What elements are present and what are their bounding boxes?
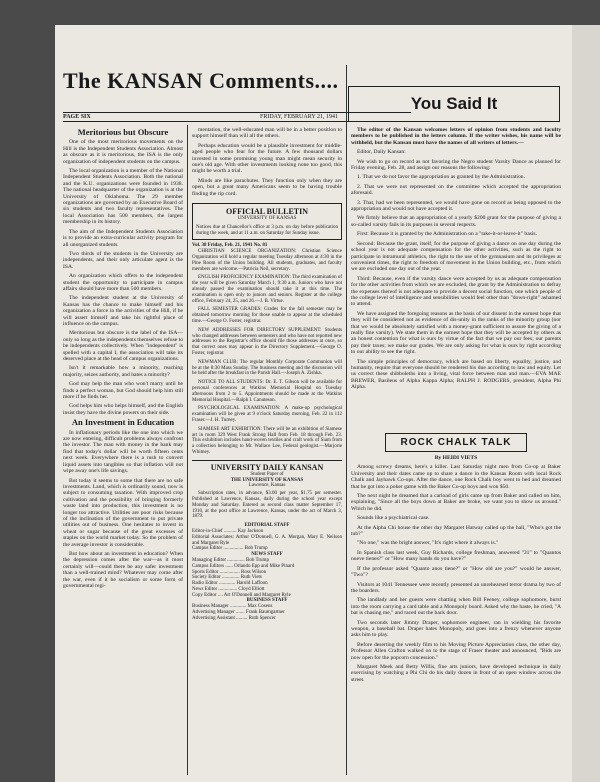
column-paragraph: "No one," was the bright answer, "It's right where it always is." [357, 540, 499, 547]
issue-date: FRIDAY, FEBRUARY 21, 1941 [260, 114, 338, 120]
udk-sub: Student Paper of [250, 471, 284, 477]
paragraph: Two thirds of the students in the University are independents, and their only articulate agent is the ISA. [63, 250, 183, 270]
letters-intro: The editor of the Kansan welcomes letters of opinion from students and faculty members to be published in the letters column. If the writer wishes, his name will be withheld, but the Kansan must have the names of all writers of letters.— [351, 127, 561, 146]
adjacent-page-edge [572, 25, 600, 782]
paragraph: An organization which offers to the independent student the opportunity to participate in campus affairs should have more than 500 members. [63, 273, 183, 292]
paragraph: Meritorious but obscure is the label of the ISA—only so long as the independents themselves refuse to be independents collectively. When "independent" is spelled with a capital I, the association will take its deserved place at the head of campus organizations. [63, 330, 183, 362]
paragraph: One of the most meritorious movements on the Hill is the Independent Students Association. Almost as obscure as it is meritorious, the ISA is the only organization of independent students on the campus. [63, 139, 183, 165]
paragraph: But how about an investment in education? When the depression comes after the war—as it most certainly will—could there be any safer investment than a well-trained mind? Whatever may come after the war, even if it be socialism or some form of governmental regi- [63, 550, 183, 589]
bulletin-volume: Vol. 38 Friday, Feb. 21, 1941 No. 81 [192, 243, 268, 249]
paragraph: In inflationary periods like the one into which we are now entering, difficult problems always confront the investor. The man with money in the bank may find that today's dollar will be worth fifteen cents next week. Everywhere there is a rush to convert liquid assets into tangibles so that inflation will not wipe away one's life savings. [63, 429, 183, 475]
letter-paragraph: 1. That we do not favor the appropriation as granted by the Administration. [357, 174, 525, 181]
letter-paragraph: Second: Because the grant, itself, for the purpose of giving a dance on one day during the school year is not adequate compensation for the other activities, such as the right to participate in intramural athletics, the right to the use of the gymnasium and its privileges at convenient times, the right to freedom of movement in the Union building, etc., from which we are excluded one day out of the year. [351, 240, 561, 273]
udk-subscription: Subscription rates, in advance, $3.00 per year, $1.75 per semester. Published at Lawrence, Kansas, daily during the school year except Monday and Saturday. Entered as second class matter September 17, 1910, at the post office at Lawrence, Kansas, under the act of March 3, 1879. [192, 491, 342, 520]
staff-list: Business Manager ............. Max Cosens Advertising Manager ....... Frank Baumgartner Advertising Assistant ......... Ruth Spencer [192, 604, 285, 621]
column-paragraph: Among screwy dreams, here's a killer. Last Saturday night men from Co-op at Baker University and their dates came up to share a dance in the Kansas Room with local Rock Chalk and Jayhawk Co-ops. After the dance, one Rock Chalk boy went to bed and dreamed that he got into a poker game with the Baker Co-op boys and won $50. [351, 464, 561, 490]
bulletin-title: OFFICIAL BULLETIN [225, 207, 309, 217]
letter-paragraph: We have assigned the foregoing reasons as the basis of our dissent in the earnest hope that they will be considered not as evidence of dis-unity in the ranks of the minority group (nor that we would be absolutely satisfied with a money-grant sufficient to assure the giving of a really fine varsity). We state them in the earnest hope that they will be accepted by others as an honest contention for what is ours by virtue of the fact that we pay our fees; our parents pay their taxes; we make our grades. We are only asking for what is ours by right according to our ability to see the right. [351, 310, 561, 356]
byline: By HEIDI VIETS [434, 455, 478, 461]
bulletin-note: Notices due at Chancellor's office at 3 p.m. on day before publication during the week, and at 11 a.m. on Saturday for Sunday issue. [196, 224, 338, 236]
letters-column [351, 127, 561, 429]
column-paragraph: If the professor asked "Quanto anos tiene?" or "How old are you?" would he answer, "Two"? [351, 565, 561, 579]
letter-paragraph: The simple principles of democracy, which are based on liberty, equality, justice, and humanity, require that everyone should be rendered his due according to law and equity. Let us correct these shibboleths into a living, vital force between man and man.—EVA MAE BREWER, Basileus of Alpha Kappa Alpha; RALPH J. RODGERS, president, Alpha Phi Alpha. [351, 358, 561, 391]
rock-chalk-talk-banner: ROCK CHALK TALK [385, 433, 527, 452]
paragraph: But today it seems to some that there are no safe investments. Land, which is ordinarily sound, now is subject to consuming taxation. With improved crop cultivation and the possibility of bringing formerly waste land into production, this investment is no longer too attractive. Utilities are poor risks because of the inclination of the government to put private utilities out of business. One hesitates to invest in wheat or sugar because of the great excesses of staples on the world market today. So the problem of the average investor is considerable. [63, 477, 183, 548]
newspaper-page [55, 25, 572, 782]
second-column [192, 127, 342, 777]
udk-sub: THE UNIVERSITY OF KANSAS [230, 477, 304, 483]
paragraph: The independent student at the University of Kansas has the chance to make himself and his organization a force in the activities of the Hill, if he will assert himself and take his rightful place of influence on the campus. [63, 295, 183, 327]
you-said-it-banner: You Said It [348, 86, 560, 122]
editorial-heading: Meritorious but Obscure [77, 127, 169, 137]
udk-masthead [192, 460, 342, 622]
letter-paragraph: 2. That we were not represented on the committee which accepted the appropriation aforesaid. [351, 183, 561, 197]
udk-sub: Lawrence, Kansas [248, 483, 286, 489]
bulletin-item: PSYCHOLOGICAL EXAMINATION: A make-up psychological examination will be given at 9 o'clock Saturday morning, Feb. 22 in 112 Fraser.—J. H. Turney. [192, 406, 342, 423]
letter-paragraph: First: Because it is granted by the Administration on a "take-it-or-leave-it" basis. [357, 231, 537, 238]
column-paragraph: Margaret Meek and Betty Willis, fine arts juniors, have developed technique in daily exercising by watching a Phi Chi do his daily dozen in front of an open window across the street. [351, 663, 561, 683]
column-paragraph: At the Alpha Chi house the other day Margaret Hatway called up the hall, "Who's got the tub?" [351, 524, 561, 538]
paragraph: God may help the man who won't marry until he finds a perfect woman, but God should help him still more if he finds her. [63, 381, 183, 401]
bulletin-item: NEWMAN CLUB: The regular Monthly Corporate Communion will be at the 8:30 Mass Sunday. The business meeting and the discussion will be held after the breakfast in the Parish Hall.—Joseph A. Zishka. [192, 359, 342, 377]
paragraph: Minds are like parachutes. They function only when they are open, but a great many Americans seem to be having trouble finding the rip cord. [192, 177, 342, 197]
column-paragraph: In Spanish class last week, Guy Richards, college freshman, answered "31" to "Quantos nueve tienes?" or "How many hands do you have?" [351, 549, 561, 563]
bulletin-subtitle: UNIVERSITY OF KANSAS [237, 216, 297, 222]
paragraph: The aim of the Independent Students Association is to provide an extra-curricular activity program for all unorganized students. [63, 228, 183, 248]
staff-heading: BUSINESS STAFF [246, 598, 288, 604]
bulletin-item: SIAMESE ART EXHIBITION: There will be an exhibition of Siamese art in room 329 West Frank Strong Hall from Feb. 18 through Feb. 23. This exhibition includes hand-woven textiles and craft work of Siam from a collection belonging to Mr. Wallace Lee, Federal geologist.—Marjorie Whitney. [192, 426, 342, 455]
column-paragraph: Before deserting the weekly film to his Moving Picture Appreciation class, the other day, Professor Allen Crafton walked on to the stage of Fraser theater and announced, "Bids are now open for the popcorn concession." [351, 641, 561, 661]
column-paragraph: The next night he dreamed that a carload of girls came up from Baker and called on him, explaining, "Since all the boys down at Baker are broke, we want you to show us around." Which he did. [351, 493, 561, 512]
bulletin-item: NEW ADDRESSES FOR DIRECTORY SUPPLEMENT: Students who changed addresses between semesters and who have not reported new addresses to the Registrar's office should file those addresses at once, so that correct ones may appear in the Directory Supplement.—George O. Foster, registrar. [192, 327, 342, 356]
letter-paragraph: We firmly believe that an appropriation of a yearly $200 grant for the purpose of giving a so-called varsity fails in its purposes in several respects. [351, 215, 561, 228]
column-paragraph: Visitors at 1041 Tennessee were recently presented an unrehearsed terror drama by two of the boarders. [351, 581, 561, 594]
paragraph: mentation, the well-educated man will be in a better position to support himself than will all the others. [192, 127, 342, 140]
editorial-column [63, 127, 183, 777]
rock-chalk-column [351, 455, 561, 777]
staff-heading: NEWS STAFF [251, 552, 283, 558]
letter-paragraph: 3. That, had we been represented, we would have gone on record as being opposed to the appropriation and would not have accepted it. [351, 199, 561, 213]
column-rule [346, 65, 347, 775]
official-bulletin-box [192, 203, 342, 240]
column-paragraph: Two seconds later Jimmy Draper, sophomore engineer, ran in wielding his favorite weapon, a baseball bat. Draper hates Monopoly, and goes into a frenzy whenever anyone asks him to play. [351, 619, 561, 639]
staff-heading: EDITORIAL STAFF [244, 523, 290, 529]
bulletin-item: FALL SEMESTER GRADES: Grades for the fall semester may be obtained tomorrow morning for those unable to appear at the scheduled time.—George O. Foster, registrar. [192, 307, 342, 325]
masthead-title: The KANSAN Comments.... [63, 68, 339, 93]
page-number: PAGE SIX [63, 114, 91, 120]
paragraph: Perhaps education would be a plausible investment for middle-aged people who fear for the future. A few thousand dollars invested in some promising young man might mean security in one's old age. With other investments looking none too good, this might be worth a trial. [192, 142, 342, 175]
staff-list: Managing Editor .............. Bob Trump Campus Editors ...... Orlando Epp and Mike Pinard Sports Editor ................ Ross Wilson Society Editor .............. Ruth Viets Radio Editor ............. Harold Laffoon News Editor ............... Cloyd Elliott Copy Editor .... Art O'Donnell and Margaret Ryle [192, 557, 295, 598]
paragraph: Isn't it remarkable how a minority, reaching majority, seizes authority, and hates a minority? [63, 365, 183, 378]
column-rule [187, 125, 188, 775]
column-paragraph: The landlady and her guests were chatting when Bill Feeney, college sophomore, burst into the room carrying a card table and a Monopoly board. Asked why the haste, he cried, "A bat is chasing me," and raced out the back door. [351, 597, 561, 617]
letter-paragraph: Third: Because, even if the varsity dance were accepted by us as adequate compensation for the other activities from which we are excluded, the grant by the Administration to defray the expenses thereof is not adequate to provide a decent social function, one which people of the college level of intelligence and sensibilities would feel other than "down-right" ashamed to attend. [351, 275, 561, 308]
paragraph: The local organization is a member of the National Independent Students Association. Both the national and the K.U. organizations were founded in 1938. The national headquarter of the organization is at the University of Oklahoma. The 29 member organizations are governed by an Executive Board of six students and two faculty representatives. The local Association has 500 members, the largest membership in its history. [63, 168, 183, 226]
udk-title: UNIVERSITY DAILY KANSAN [210, 462, 324, 472]
paragraph: God helps him who helps himself, and the English insist they have the divine powers on their side. [63, 403, 183, 416]
editorial-heading: An Investment in Education [71, 417, 175, 428]
bulletin-item: NOTICE TO ALL STUDENTS: Dr. E. T. Gibson will be available for personal conferences at Watkins Memorial Hospital on Tuesday afternoons from 2 to 5. Appointments should be made at the Watkins Memorial Hospital.—Ralph I. Canuteson. [192, 380, 342, 403]
bulletin-item: ENGLISH PROFICIENCY EXAMINATION: The third examination of the year will be given Saturday March 1, 9:30 a.m. Juniors who have not already passed the examination should take it at this time. The examination is open only to juniors and seniors. Register at the college office, February 24, 25, and 26.—J. B. Virtue. [192, 275, 342, 304]
staff-list: Editor-in-Chief .......... Kay Jackson Editorial Associates: Arthur O'Donnell, G. A. Morgan, Mary E. Neilson and Margaret Ryle Campus Editor ................ Bob Trump [192, 528, 342, 552]
column-paragraph: Sounds like a psychiatrical case. [357, 515, 430, 522]
bulletin-item: CHRISTIAN SCIENCE ORGANIZATION: Christian Science Organization will hold a regular meeting Tuesday afternoon at 4:30 in the Pine Room of the Union building. All students, graduates, and faculty members are welcome.—Patricia Neil, secretary. [192, 249, 342, 272]
letter-salutation: Editor, Daily Kansan: [357, 149, 406, 156]
letter-paragraph: We wish to go on record as not favoring the Negro student Varsity Dance as planned for Friday evening, Feb. 28, and assign our reasons the following: [351, 158, 561, 172]
